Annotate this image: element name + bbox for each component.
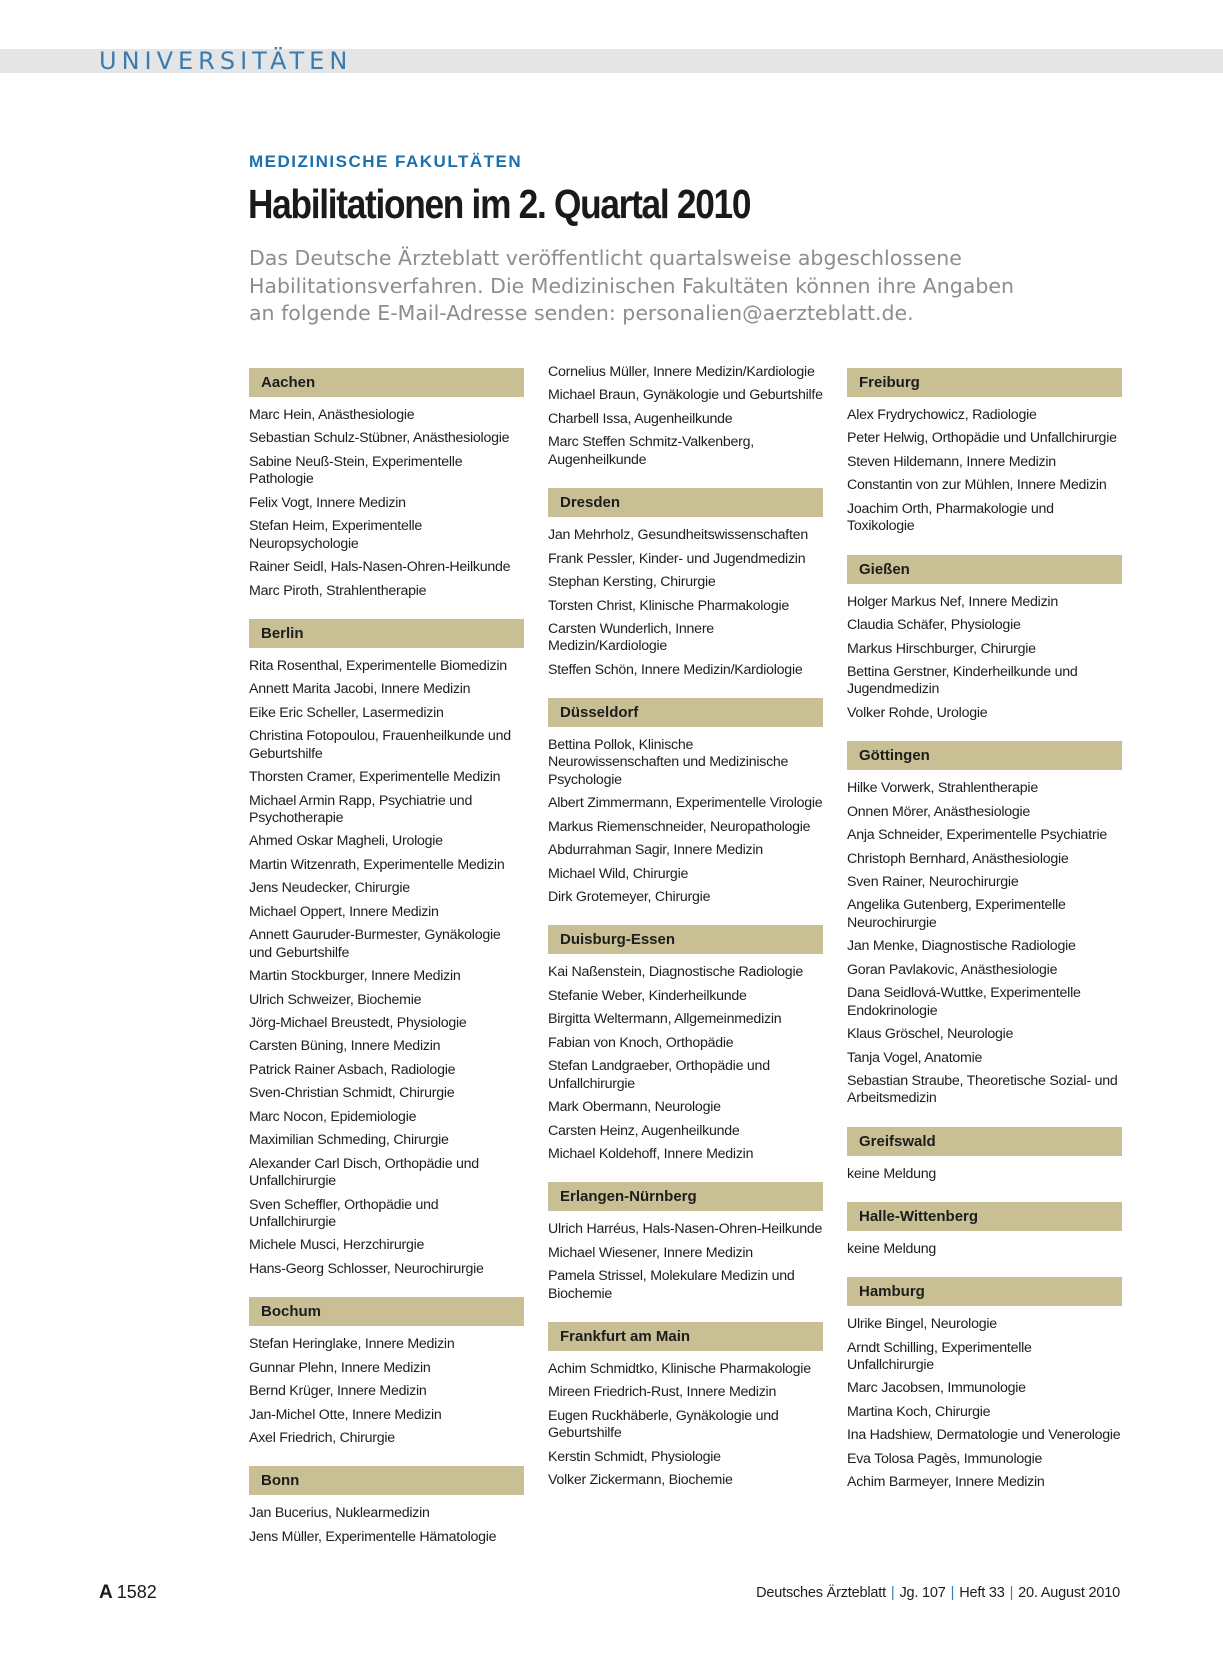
list-item: Steven Hildemann, Innere Medizin: [847, 453, 1056, 470]
issue-date: 20. August 2010: [1018, 1585, 1120, 1601]
column-1: [249, 368, 524, 1565]
list-item: Marc Jacobsen, Immunologie: [847, 1380, 1026, 1397]
list-item: Volker Rohde, Urologie: [847, 704, 988, 721]
city-section: [548, 1322, 823, 1490]
list-item: Ahmed Oskar Magheli, Urologie: [249, 833, 443, 850]
city-section: [847, 555, 1122, 723]
list-item: Marc Nocon, Epidemiologie: [249, 1108, 417, 1125]
city-header: Dresden: [548, 488, 823, 517]
list-item: Stephan Kersting, Chirurgie: [548, 574, 716, 591]
list-item: Volker Zickermann, Biochemie: [548, 1472, 733, 1489]
list-item: Rainer Seidl, Hals-Nasen-Ohren-Heilkunde: [249, 559, 511, 576]
list-item: Dirk Grotemeyer, Chirurgie: [548, 889, 711, 906]
city-section: [548, 925, 823, 1163]
city-section: [847, 1202, 1122, 1258]
list-item: Cornelius Müller, Innere Medizin/Kardiologie: [548, 364, 815, 380]
list-item: Jan-Michel Otte, Innere Medizin: [249, 1406, 442, 1423]
section-label: UNIVERSITÄTEN: [99, 47, 353, 75]
list-item: keine Meldung: [847, 1240, 937, 1257]
list-item: Bettina Gerstner, Kinderheilkunde und Jugendmedizin: [847, 663, 1078, 698]
city-header: Freiburg: [847, 368, 1122, 397]
list-item: Michael Oppert, Innere Medizin: [249, 903, 439, 920]
habilitation-list: [847, 1241, 1122, 1258]
list-item: Carsten Büning, Innere Medizin: [249, 1038, 441, 1055]
list-item: Sabine Neuß-Stein, Experimentelle Pathologie: [249, 453, 463, 488]
habilitation-list: [548, 364, 823, 469]
issue: Heft 33: [959, 1585, 1005, 1601]
list-item: Marc Steffen Schmitz-Valkenberg, Augenheilkunde: [548, 434, 754, 468]
list-item: Martin Stockburger, Innere Medizin: [249, 968, 461, 985]
city-header: Düsseldorf: [548, 698, 823, 727]
list-item: Angelika Gutenberg, Experimentelle Neurochirurgie: [847, 897, 1066, 931]
city-header: Greifswald: [847, 1127, 1122, 1156]
city-section: [249, 368, 524, 600]
footer-page-number: [99, 1582, 157, 1604]
column-2: [548, 364, 823, 1508]
list-item: Annett Gauruder-Burmester, Gynäkologie und Geburtshilfe: [249, 927, 501, 961]
list-item: Stefanie Weber, Kinderheilkunde: [548, 987, 747, 1004]
list-item: Rita Rosenthal, Experimentelle Biomedizin: [249, 657, 507, 674]
list-item: Dana Seidlová-Wuttke, Experimentelle Endokrinologie: [847, 985, 1081, 1019]
list-item: Sebastian Straube, Theoretische Sozial- und Arbeitsmedizin: [847, 1072, 1118, 1107]
list-item: Annett Marita Jacobi, Innere Medizin: [249, 681, 471, 698]
list-item: Achim Schmidtko, Klinische Pharmakologie: [548, 1360, 811, 1377]
habilitation-list: [847, 1316, 1122, 1492]
list-item: Michael Wiesener, Innere Medizin: [548, 1244, 753, 1261]
list-item: Marc Piroth, Strahlentherapie: [249, 582, 427, 599]
page-prefix: A: [99, 1582, 113, 1603]
list-item: Michele Musci, Herzchirurgie: [249, 1237, 425, 1254]
habilitation-list: [249, 1505, 524, 1546]
habilitation-list: [847, 780, 1122, 1108]
list-item: Steffen Schön, Innere Medizin/Kardiologie: [548, 661, 803, 678]
column-3: [847, 368, 1122, 1511]
list-item: Peter Helwig, Orthopädie und Unfallchirurgie: [847, 430, 1117, 447]
separator: |: [1009, 1585, 1014, 1601]
lead-paragraph: Das Deutsche Ärzteblatt veröffentlicht quartalsweise abgeschlossene Habilitationsverfahren. Die Medizinischen Fakultäten können ihre Angaben an folgende E-Mail-Adresse senden: personalien@aerzteblatt.de.: [249, 246, 1014, 325]
page-title: Habilitationen im 2. Quartal 2010: [248, 181, 751, 227]
list-item: Patrick Rainer Asbach, Radiologie: [249, 1061, 456, 1078]
list-item: Kerstin Schmidt, Physiologie: [548, 1448, 721, 1465]
list-item: Bernd Krüger, Innere Medizin: [249, 1383, 427, 1400]
city-section: [847, 368, 1122, 536]
habilitation-list: [249, 407, 524, 600]
city-section: [548, 698, 823, 906]
city-header: Berlin: [249, 619, 524, 648]
list-item: Jörg-Michael Breustedt, Physiologie: [249, 1014, 467, 1031]
list-item: Sven Rainer, Neurochirurgie: [847, 874, 1019, 890]
city-section: [847, 1127, 1122, 1183]
habilitation-list: [249, 1336, 524, 1447]
list-item: Stefan Heringlake, Innere Medizin: [249, 1336, 455, 1353]
list-item: Eike Eric Scheller, Lasermedizin: [249, 704, 444, 721]
list-item: Abdurrahman Sagir, Innere Medizin: [548, 842, 763, 859]
list-item: Joachim Orth, Pharmakologie und Toxikologie: [847, 500, 1054, 535]
list-item: Sven Scheffler, Orthopädie und Unfallchirurgie: [249, 1196, 439, 1230]
list-item: Thorsten Cramer, Experimentelle Medizin: [249, 769, 501, 786]
list-item: Marc Hein, Anästhesiologie: [249, 407, 415, 423]
list-item: Jens Müller, Experimentelle Hämatologie: [249, 1528, 497, 1545]
list-item: Michael Wild, Chirurgie: [548, 865, 689, 882]
list-item: Bettina Pollok, Klinische Neurowissenschaften und Medizinische Psychologie: [548, 737, 789, 788]
journal-name: Deutsches Ärzteblatt: [756, 1585, 886, 1601]
list-item: Hilke Vorwerk, Strahlentherapie: [847, 780, 1038, 797]
list-item: Ulrich Schweizer, Biochemie: [249, 991, 422, 1008]
city-header: Hamburg: [847, 1277, 1122, 1306]
city-section: [249, 1297, 524, 1447]
list-item: Jan Mehrholz, Gesundheitswissenschaften: [548, 527, 808, 544]
habilitation-list: [847, 407, 1122, 536]
city-section: [548, 364, 823, 469]
list-item: Alex Frydrychowicz, Radiologie: [847, 407, 1037, 423]
volume: Jg. 107: [899, 1585, 946, 1601]
list-item: Christoph Bernhard, Anästhesiologie: [847, 850, 1069, 867]
kicker: MEDIZINISCHE FAKULTÄTEN: [249, 152, 523, 171]
list-item: Axel Friedrich, Chirurgie: [249, 1430, 395, 1447]
list-item: Ulrike Bingel, Neurologie: [847, 1316, 997, 1333]
list-item: Markus Hirschburger, Chirurgie: [847, 640, 1036, 657]
list-item: Arndt Schilling, Experimentelle Unfallchirurgie: [847, 1339, 1032, 1373]
list-item: Michael Koldehoff, Innere Medizin: [548, 1146, 754, 1163]
habilitation-list: [847, 1166, 1122, 1183]
habilitation-list: [548, 964, 823, 1163]
list-item: Gunnar Plehn, Innere Medizin: [249, 1359, 431, 1376]
city-section: [847, 1277, 1122, 1492]
list-item: Stefan Landgraeber, Orthopädie und Unfallchirurgie: [548, 1058, 770, 1092]
list-item: Christina Fotopoulou, Frauenheilkunde und Geburtshilfe: [249, 728, 511, 762]
list-item: Eugen Ruckhäberle, Gynäkologie und Geburtshilfe: [548, 1407, 779, 1442]
list-item: Michael Braun, Gynäkologie und Geburtshilfe: [548, 387, 823, 404]
list-item: Holger Markus Nef, Innere Medizin: [847, 593, 1058, 610]
page-number: 1582: [116, 1582, 157, 1602]
list-item: Mark Obermann, Neurologie: [548, 1099, 721, 1116]
list-item: Jan Bucerius, Nuklearmedizin: [249, 1505, 430, 1522]
city-header: Göttingen: [847, 741, 1122, 770]
list-item: Markus Riemenschneider, Neuropathologie: [548, 818, 811, 835]
footer-citation: [756, 1585, 1120, 1601]
list-item: Hans-Georg Schlosser, Neurochirurgie: [249, 1260, 484, 1277]
habilitation-list: [548, 1361, 823, 1490]
habilitation-list: [249, 658, 524, 1278]
list-item: Albert Zimmermann, Experimentelle Virologie: [548, 795, 823, 812]
list-item: Ulrich Harréus, Hals-Nasen-Ohren-Heilkunde: [548, 1221, 823, 1238]
list-item: Carsten Wunderlich, Innere Medizin/Kardiologie: [548, 620, 714, 655]
list-item: Achim Barmeyer, Innere Medizin: [847, 1474, 1045, 1491]
habilitation-list: [847, 594, 1122, 723]
list-item: Sebastian Schulz-Stübner, Anästhesiologie: [249, 430, 510, 447]
city-header: Bochum: [249, 1297, 524, 1326]
list-item: Goran Pavlakovic, Anästhesiologie: [847, 961, 1058, 978]
city-section: [548, 488, 823, 679]
list-item: Fabian von Knoch, Orthopädie: [548, 1034, 734, 1051]
list-item: Felix Vogt, Innere Medizin: [249, 494, 406, 511]
list-item: Constantin von zur Mühlen, Innere Medizin: [847, 477, 1107, 494]
list-item: Ina Hadshiew, Dermatologie und Venerologie: [847, 1427, 1121, 1444]
list-item: Michael Armin Rapp, Psychiatrie und Psychotherapie: [249, 792, 473, 826]
city-header: Gießen: [847, 555, 1122, 584]
city-section: [847, 741, 1122, 1108]
list-item: Anja Schneider, Experimentelle Psychiatrie: [847, 827, 1107, 844]
list-item: Klaus Gröschel, Neurologie: [847, 1026, 1014, 1043]
list-item: Kai Naßenstein, Diagnostische Radiologie: [548, 964, 803, 981]
separator: |: [950, 1585, 955, 1601]
city-header: Halle-Wittenberg: [847, 1202, 1122, 1231]
city-header: Frankfurt am Main: [548, 1322, 823, 1351]
list-item: Martina Koch, Chirurgie: [847, 1403, 991, 1420]
list-item: Sven-Christian Schmidt, Chirurgie: [249, 1085, 455, 1102]
list-item: Torsten Christ, Klinische Pharmakologie: [548, 597, 790, 614]
list-item: Martin Witzenrath, Experimentelle Medizin: [249, 856, 505, 873]
city-header: Duisburg-Essen: [548, 925, 823, 954]
city-section: [249, 1466, 524, 1546]
city-header: Aachen: [249, 368, 524, 397]
list-item: Stefan Heim, Experimentelle Neuropsychologie: [249, 518, 423, 552]
list-item: Onnen Mörer, Anästhesiologie: [847, 803, 1031, 820]
city-section: [249, 619, 524, 1278]
list-item: Alexander Carl Disch, Orthopädie und Unfallchirurgie: [249, 1155, 479, 1190]
list-item: Maximilian Schmeding, Chirurgie: [249, 1132, 449, 1149]
list-item: Birgitta Weltermann, Allgemeinmedizin: [548, 1011, 782, 1028]
list-item: Charbell Issa, Augenheilkunde: [548, 410, 733, 427]
list-item: Eva Tolosa Pagès, Immunologie: [847, 1450, 1043, 1467]
separator: |: [890, 1585, 895, 1601]
list-item: Pamela Strissel, Molekulare Medizin und Biochemie: [548, 1268, 795, 1302]
habilitation-list: [548, 527, 823, 679]
list-item: Mireen Friedrich-Rust, Innere Medizin: [548, 1384, 777, 1401]
list-item: keine Meldung: [847, 1165, 937, 1182]
list-item: Frank Pessler, Kinder- und Jugendmedizin: [548, 550, 806, 567]
list-item: Jan Menke, Diagnostische Radiologie: [847, 938, 1076, 955]
list-item: Carsten Heinz, Augenheilkunde: [548, 1122, 740, 1139]
city-section: [548, 1182, 823, 1303]
habilitation-list: [548, 1221, 823, 1303]
list-item: Claudia Schäfer, Physiologie: [847, 617, 1021, 634]
city-header: Bonn: [249, 1466, 524, 1495]
list-item: Tanja Vogel, Anatomie: [847, 1049, 983, 1066]
habilitation-list: [548, 737, 823, 906]
list-item: Jens Neudecker, Chirurgie: [249, 880, 410, 897]
city-header: Erlangen-Nürnberg: [548, 1182, 823, 1211]
